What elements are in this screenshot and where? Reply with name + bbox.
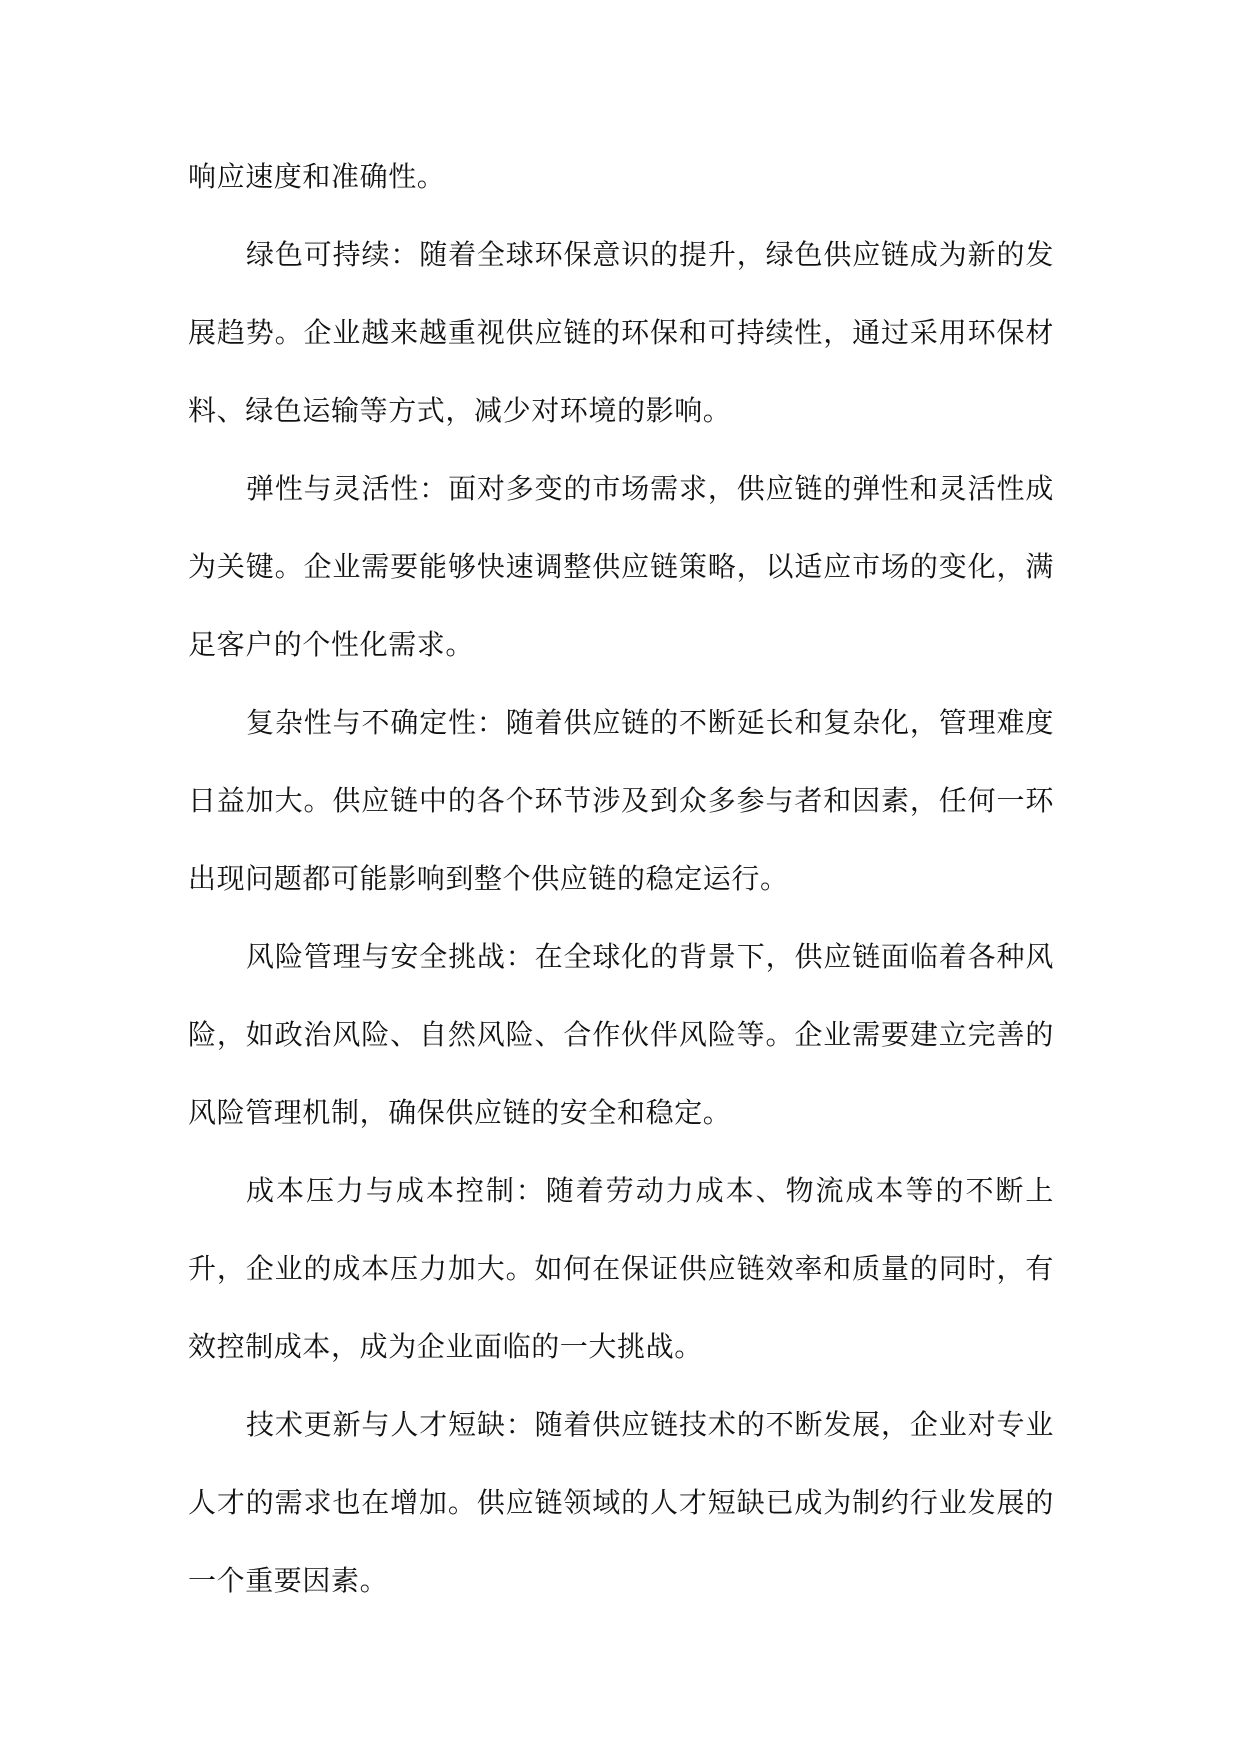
paragraph-elasticity-flexibility: 弹性与灵活性：面对多变的市场需求，供应链的弹性和灵活性成为关键。企业需要能够快速调整供应链策略，以适应市场的变化，满足客户的个性化需求。 xyxy=(188,472,1054,661)
paragraph-complexity-uncertainty: 复杂性与不确定性：随着供应链的不断延长和复杂化，管理难度日益加大。供应链中的各个环节涉及到众多参与者和因素，任何一环出现问题都可能影响到整个供应链的稳定运行。 xyxy=(188,706,1054,895)
document-body xyxy=(188,138,1054,1620)
paragraph-continuation: 响应速度和准确性。 xyxy=(188,160,446,193)
paragraph-risk-security: 风险管理与安全挑战：在全球化的背景下，供应链面临着各种风险，如政治风险、自然风险、合作伙伴风险等。企业需要建立完善的风险管理机制，确保供应链的安全和稳定。 xyxy=(188,940,1054,1129)
paragraph-green-sustainability: 绿色可持续：随着全球环保意识的提升，绿色供应链成为新的发展趋势。企业越来越重视供应链的环保和可持续性，通过采用环保材料、绿色运输等方式，减少对环境的影响。 xyxy=(188,238,1054,427)
paragraph-technology-talent: 技术更新与人才短缺：随着供应链技术的不断发展，企业对专业人才的需求也在增加。供应链领域的人才短缺已成为制约行业发展的一个重要因素。 xyxy=(188,1408,1054,1597)
paragraph-cost-control: 成本压力与成本控制：随着劳动力成本、物流成本等的不断上升，企业的成本压力加大。如何在保证供应链效率和质量的同时，有效控制成本，成为企业面临的一大挑战。 xyxy=(188,1174,1054,1363)
